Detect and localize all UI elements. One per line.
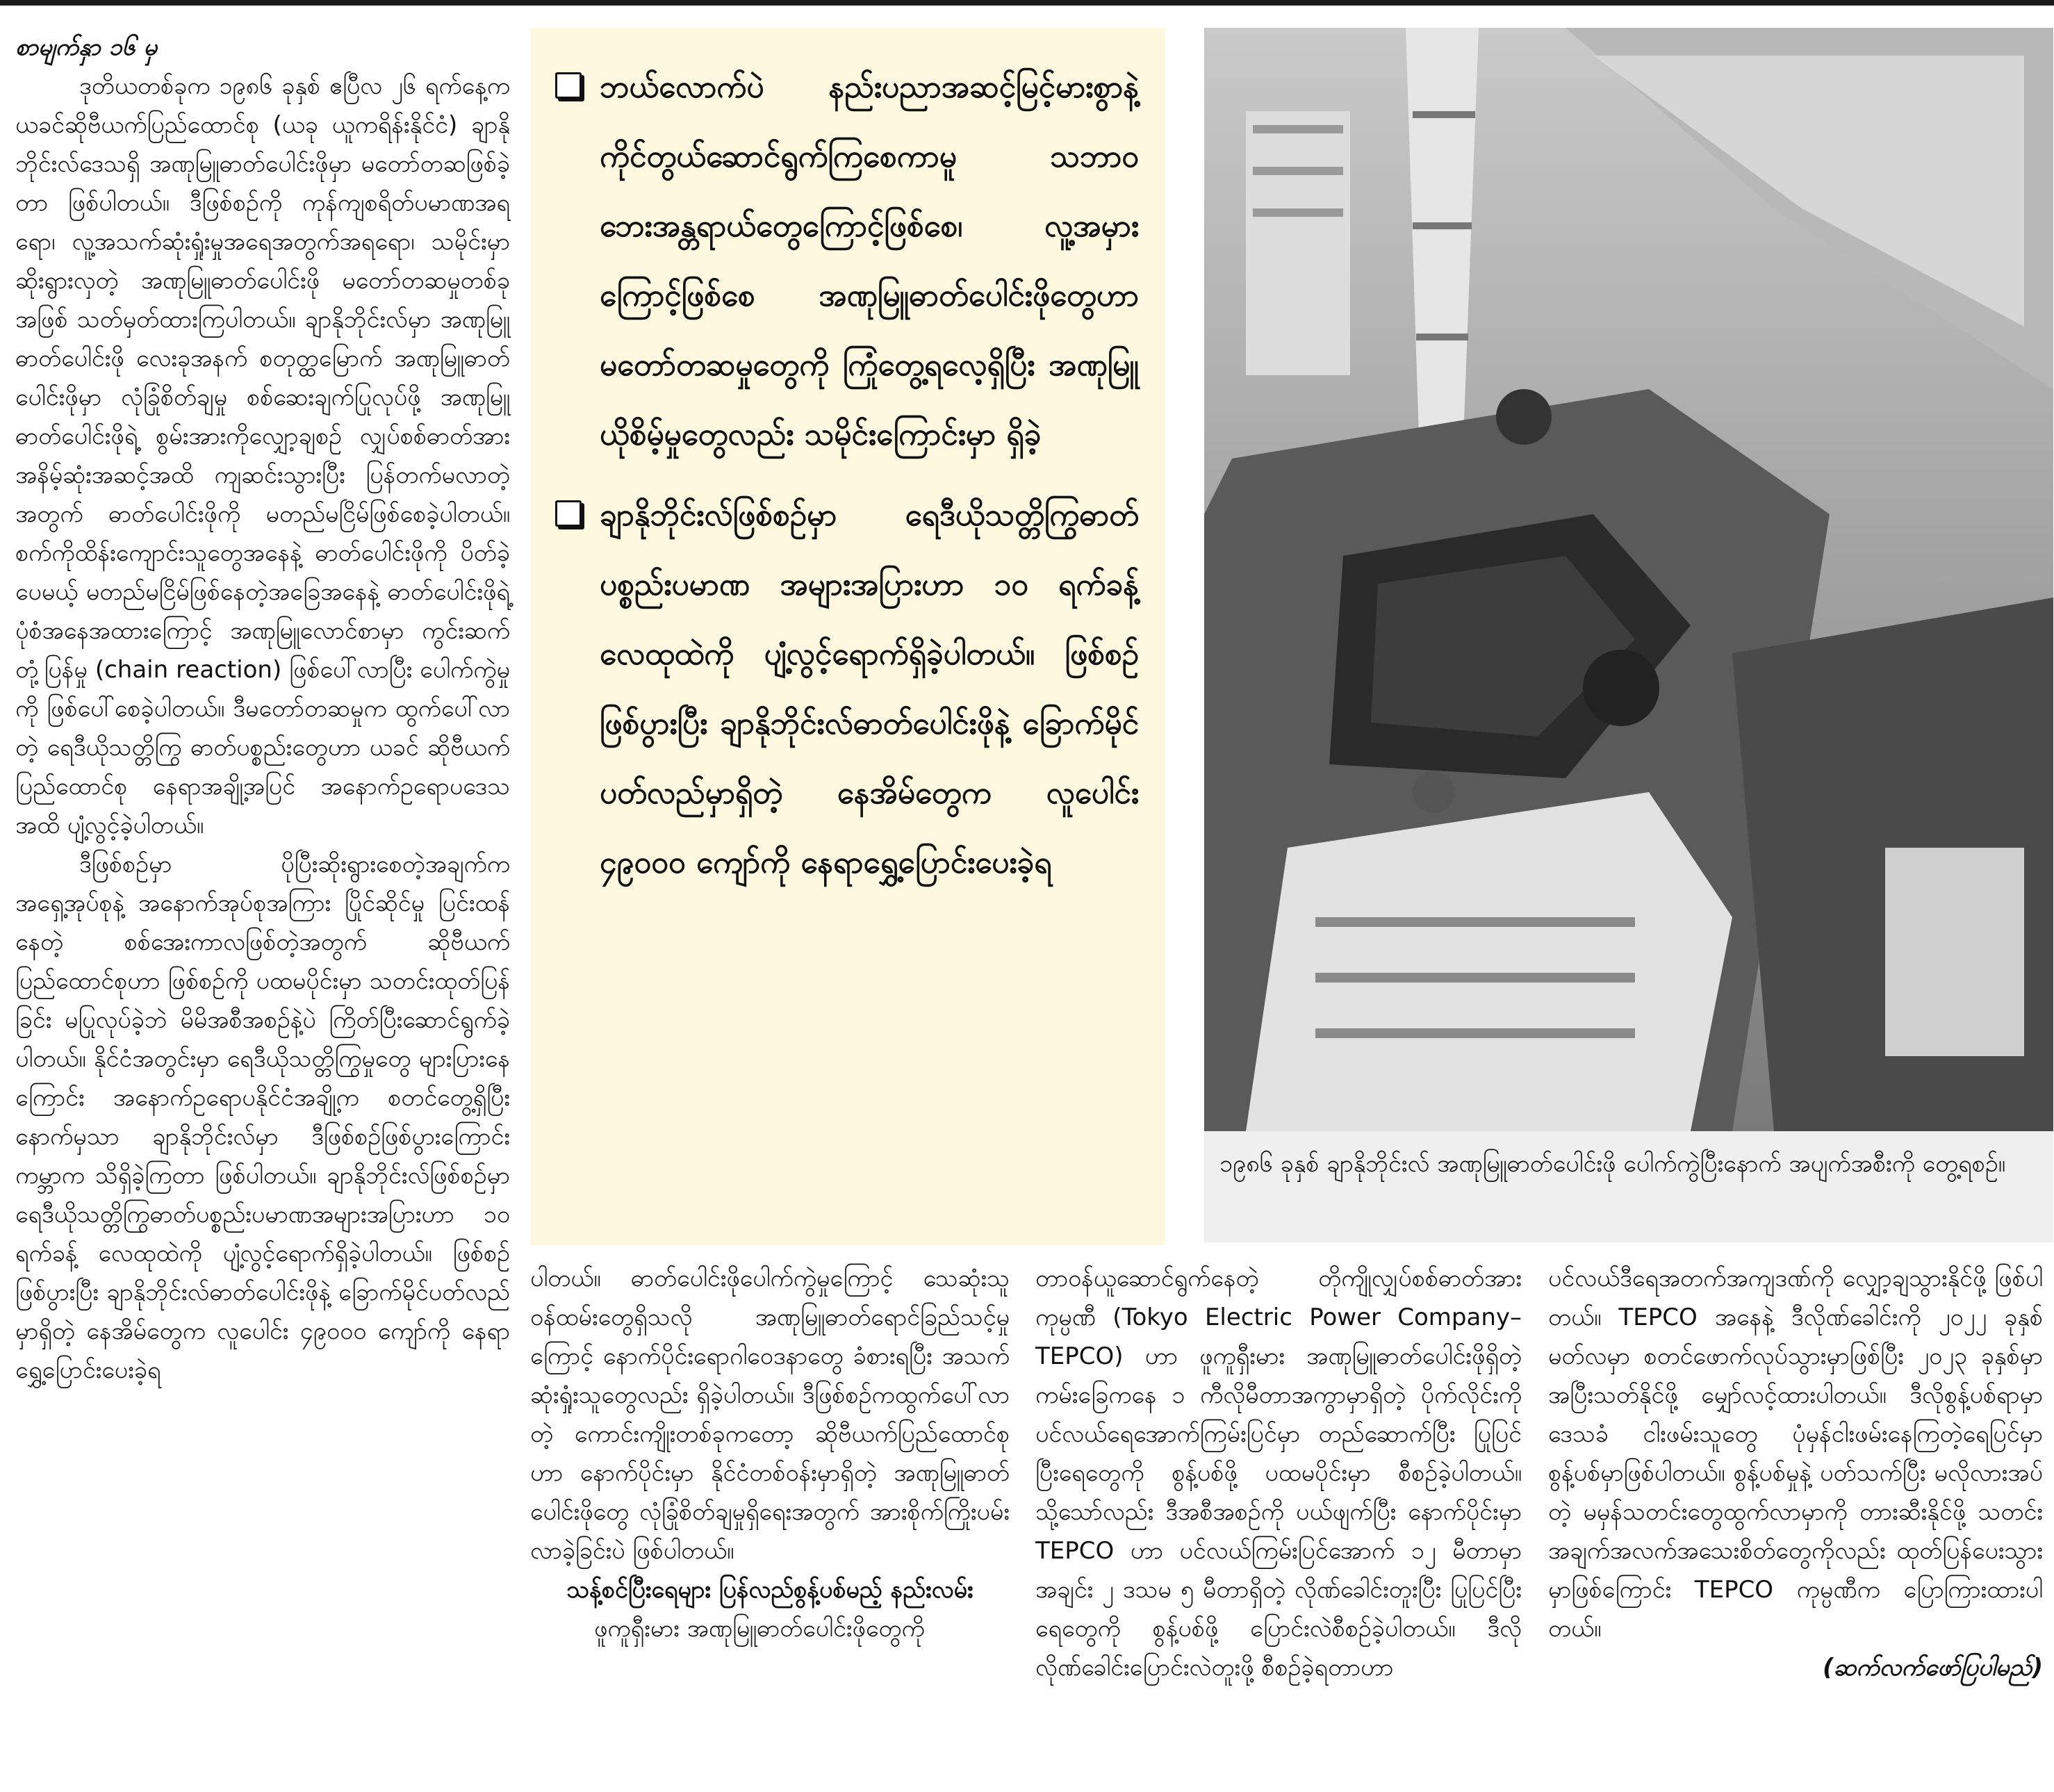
highlight-text-2: ချာနိုဘိုင်းလ်ဖြစ်စဉ်မှာ ရေဒီယိုသတ္တိကြွဓာတ်ပစ္စည်းပမာဏ အများအပြားဟာ ၁၀ ရက်ခန့် လေထုထဲကို ပျံ့လွင့်ရောက်ရှိခဲ့ပါတယ်။ ဖြစ်စဉ်ဖြစ်ပွားပြီး ချာနိုဘိုင်းလ်ဓာတ်ပေါင်းဖိုနဲ့ ခြောက်မိုင်ပတ်လည်မှာရှိတဲ့ နေအိမ်တွေက လူပေါင်း ၄၉၀၀၀ ကျော်ကို နေရာရွှေ့ပြောင်းပေးခဲ့ရ <box>600 498 1139 880</box>
column-4-body: ပင်လယ်ဒီရေအတက်အကျဒဏ်ကို လျှော့ချသွားနိုင်ဖို့ ဖြစ်ပါတယ်။ TEPCO အနေနဲ့ ဒီလိုဏ်ခေါင်းကို ၂၀၂၂ ခုနှစ် မတ်လမှာ စတင်ဖောက်လုပ်သွားမှာဖြစ်ပြီး ၂၀၂၃ ခုနှစ်မှာအပြီးသတ်နိုင်ဖို့ မျှော်လင့်ထားပါတယ်။ ဒီလိုစွန့်ပစ်ရာမှာ ဒေသခံ ငါးဖမ်းသူတွေ ပုံမှန်ငါးဖမ်းနေကြတဲ့ရေပြင်မှာ စွန့်ပစ်မှာဖြစ်ပါတယ်။ စွန့်ပစ်မှုနဲ့ ပတ်သက်ပြီး မလိုလားအပ်တဲ့ မမှန်သတင်းတွေထွက်လာမှာကို တားဆီးနိုင်ဖို့ သတင်းအချက်အလက်အသေးစိတ်တွေကိုလည်း ထုတ်ပြန်ပေးသွားမှာဖြစ်ကြောင်း TEPCO ကုမ္ပဏီက ပြောကြားထားပါတယ်။ <box>1548 1265 2043 1643</box>
column-3-body: တာဝန်ယူဆောင်ရွက်နေတဲ့ တိုကျိုလျှပ်စစ်ဓာတ်အားကုမ္ပဏီ (Tokyo Electric Power Company–TEPCO) ဟာ ဖူကူရှီးမား အဏုမြူဓာတ်ပေါင်းဖိုရှိတဲ့ ကမ်းခြေကနေ ၁ ကီလိုမီတာအကွာမှာရှိတဲ့ ပိုက်လိုင်းကို ပင်လယ်ရေအောက်ကြမ်းပြင်မှာ တည်ဆောက်ပြီး ပြုပြင်ပြီးရေတွေကို စွန့်ပစ်ဖို့ ပထမပိုင်းမှာ စီစဉ်ခဲ့ပါတယ်။ သို့သော်လည်း ဒီအစီအစဉ်ကို ပယ်ဖျက်ပြီး နောက်ပိုင်းမှာ TEPCO ဟာ ပင်လယ်ကြမ်းပြင်အောက် ၁၂ မီတာမှာ အချင်း ၂ ဒသမ ၅ မီတာရှိတဲ့ လိုဏ်ခေါင်းတူးပြီး ပြုပြင်ပြီးရေတွေကို စွန့်ပစ်ဖို့ ပြောင်းလဲစီစဉ်ခဲ့ပါတယ်။ ဒီလို လိုဏ်ခေါင်းပြောင်းလဲတူးဖို့ စီစဉ်ခဲ့ရတာဟာ <box>1035 1265 1522 1682</box>
highlights-box <box>530 28 1165 1245</box>
left-column <box>15 28 510 1786</box>
checkbox-bullet-icon <box>555 72 582 99</box>
column-4 <box>1548 1259 2043 1786</box>
checkbox-bullet-icon <box>555 500 582 527</box>
left-paragraph-1: ဒုတိယတစ်ခုက ၁၉၈၆ ခုနှစ် ဧပြီလ ၂၆ ရက်နေ့က ယခင်ဆိုဗီယက်ပြည်ထောင်စု (ယခု ယူကရိန်းနိုင်ငံ) ချာနိုဘိုင်းလ်ဒေသရှိ အဏုမြူဓာတ်ပေါင်းဖိုမှာ မတော်တဆဖြစ်ခဲ့တာ ဖြစ်ပါတယ်။ ဒီဖြစ်စဉ်ကို ကုန်ကျစရိတ်ပမာဏအရရော၊ လူ့အသက်ဆုံးရှုံးမှုအရေအတွက်အရရော၊ သမိုင်းမှာ ဆိုးရွားလှတဲ့ အဏုမြူဓာတ်ပေါင်းဖို မတော်တဆမှုတစ်ခုအဖြစ် သတ်မှတ်ထားကြပါတယ်။ ချာနိုဘိုင်းလ်မှာ အဏုမြူဓာတ်ပေါင်းဖို လေးခုအနက် စတုတ္ထမြောက် အဏုမြူဓာတ်ပေါင်းဖိုမှာ လုံခြုံစိတ်ချမှု စစ်ဆေးချက်ပြုလုပ်ဖို့ အဏုမြူဓာတ်ပေါင်းဖိုရဲ့ စွမ်းအားကိုလျှော့ချစဉ် လျှပ်စစ်ဓာတ်အား အနိမ့်ဆုံးအဆင့်အထိ ကျဆင်းသွားပြီး ပြန်တက်မလာတဲ့အတွက် ဓာတ်ပေါင်းဖိုကို မတည်မငြိမ်ဖြစ်စေခဲ့ပါတယ်။ စက်ကိုထိန်းကျောင်းသူတွေအနေနဲ့ ဓာတ်ပေါင်းဖိုကို ပိတ်ခဲ့ပေမယ့် မတည်မငြိမ်ဖြစ်နေတဲ့အခြေအနေနဲ့ ဓာတ်ပေါင်းဖိုရဲ့ ပုံစံအနေအထားကြောင့် အဏုမြူလောင်စာမှာ ကွင်းဆက်တုံ့ပြန်မှု (chain reaction) ဖြစ်ပေါ်လာပြီး ပေါက်ကွဲမှုကို ဖြစ်ပေါ်စေခဲ့ပါတယ်။ ဒီမတော်တဆမှုက ထွက်ပေါ်လာတဲ့ ရေဒီယိုသတ္တိကြွ ဓာတ်ပစ္စည်းတွေဟာ ယခင် ဆိုဗီယက်ပြည်ထောင်စု နေရာအချို့အပြင် အနောက်ဥရောပဒေသအထိ ပျံ့လွင့်ခဲ့ပါတယ်။ <box>15 72 510 839</box>
photo-caption: ၁၉၈၆ ခုနှစ် ချာနိုဘိုင်းလ် အဏုမြူဓာတ်ပေါင်းဖို ပေါက်ကွဲပြီးနောက် အပျက်အစီးကို တွေ့ရစဉ်။ <box>1204 1131 2053 1242</box>
column-2-body-2: ဖူကူရှီးမား အဏုမြူဓာတ်ပေါင်းဖိုတွေကို <box>594 1615 925 1643</box>
left-paragraph-2: ဒီဖြစ်စဉ်မှာ ပိုပြီးဆိုးရွားစေတဲ့အချက်က အရှေ့အုပ်စုနဲ့ အနောက်အုပ်စုအကြား ပြိုင်ဆိုင်မှု ပြင်းထန်နေတဲ့ စစ်အေးကာလဖြစ်တဲ့အတွက် ဆိုဗီယက်ပြည်ထောင်စုဟာ ဖြစ်စဉ်ကို ပထမပိုင်းမှာ သတင်းထုတ်ပြန်ခြင်း မပြုလုပ်ခဲ့ဘဲ မိမိအစီအစဉ်နဲ့ပဲ ကြိတ်ပြီးဆောင်ရွက်ခဲ့ပါတယ်။ နိုင်ငံအတွင်းမှာ ရေဒီယိုသတ္တိကြွမှုတွေ များပြားနေကြောင်း အနောက်ဥရောပနိုင်ငံအချို့က စတင်တွေ့ရှိပြီးနောက်မှသာ ချာနိုဘိုင်းလ်မှာ ဒီဖြစ်စဉ်ဖြစ်ပွားကြောင်း ကမ္ဘာက သိရှိခဲ့ကြတာ ဖြစ်ပါတယ်။ ချာနိုဘိုင်းလ်ဖြစ်စဉ်မှာ ရေဒီယိုသတ္တိကြွဓာတ်ပစ္စည်းပမာဏအများအပြားဟာ ၁၀ ရက်ခန့် လေထုထဲကို ပျံ့လွင့်ရောက်ရှိခဲ့ပါတယ်။ ဖြစ်စဉ်ဖြစ်ပွားပြီး ချာနိုဘိုင်းလ်ဓာတ်ပေါင်းဖိုနဲ့ ခြောက်မိုင်ပတ်လည်မှာရှိတဲ့ နေအိမ်တွေက လူပေါင်း ၄၉၀၀၀ ကျော်ကို နေရာရွှေ့ပြောင်းပေးခဲ့ရ <box>15 850 510 1384</box>
highlight-item <box>555 53 1139 470</box>
top-rule <box>0 0 2054 6</box>
section-subhead: သန့်စင်ပြီးရေများ ပြန်လည်စွန့်ပစ်မည့် နည်းလမ်း <box>566 1576 973 1604</box>
chernobyl-reactor-photo <box>1204 28 2053 1131</box>
highlight-item <box>555 481 1139 898</box>
column-2 <box>530 1259 1010 1786</box>
continued-from-kicker: စာမျက်နှာ ၁၆ မှ <box>15 33 158 61</box>
highlight-text-1: ဘယ်လောက်ပဲ နည်းပညာအဆင့်မြင့်မားစွာနဲ့ ကိုင်တွယ်ဆောင်ရွက်ကြစေကာမူ သဘာဝဘေးအန္တရာယ်တွေကြောင့်ဖြစ်စေ၊ လူ့အမှားကြောင့်ဖြစ်စေ အဏုမြူဓာတ်ပေါင်းဖိုတွေဟာ မတော်တဆမှုတွေကို ကြုံတွေ့ရလေ့ရှိပြီး အဏုမြူယိုစိမ့်မှုတွေလည်း သမိုင်းကြောင်းမှာ ရှိခဲ့ <box>600 69 1139 452</box>
continued-note: (ဆက်လက်ဖော်ပြပါမည်) <box>1823 1654 2043 1682</box>
column-2-body: ပါတယ်။ ဓာတ်ပေါင်းဖိုပေါက်ကွဲမှုကြောင့် သေဆုံးသူဝန်ထမ်းတွေရှိသလို အဏုမြူဓာတ်ရောင်ခြည်သင့်မှုကြောင့် နောက်ပိုင်းရောဂါဝေဒနာတွေ ခံစားရပြီး အသက်ဆုံးရှုံးသူတွေလည်း ရှိခဲ့ပါတယ်။ ဒီဖြစ်စဉ်ကထွက်ပေါ်လာတဲ့ ကောင်းကျိုးတစ်ခုကတော့ ဆိုဗီယက်ပြည်ထောင်စုဟာ နောက်ပိုင်းမှာ နိုင်ငံတစ်ဝန်းမှာရှိတဲ့ အဏုမြူဓာတ်ပေါင်းဖိုတွေ လုံခြုံစိတ်ချမှုရှိရေးအတွက် အားစိုက်ကြိုးပမ်းလာခဲ့ခြင်းပဲ ဖြစ်ပါတယ်။ <box>530 1265 1010 1565</box>
column-3 <box>1035 1259 1522 1786</box>
